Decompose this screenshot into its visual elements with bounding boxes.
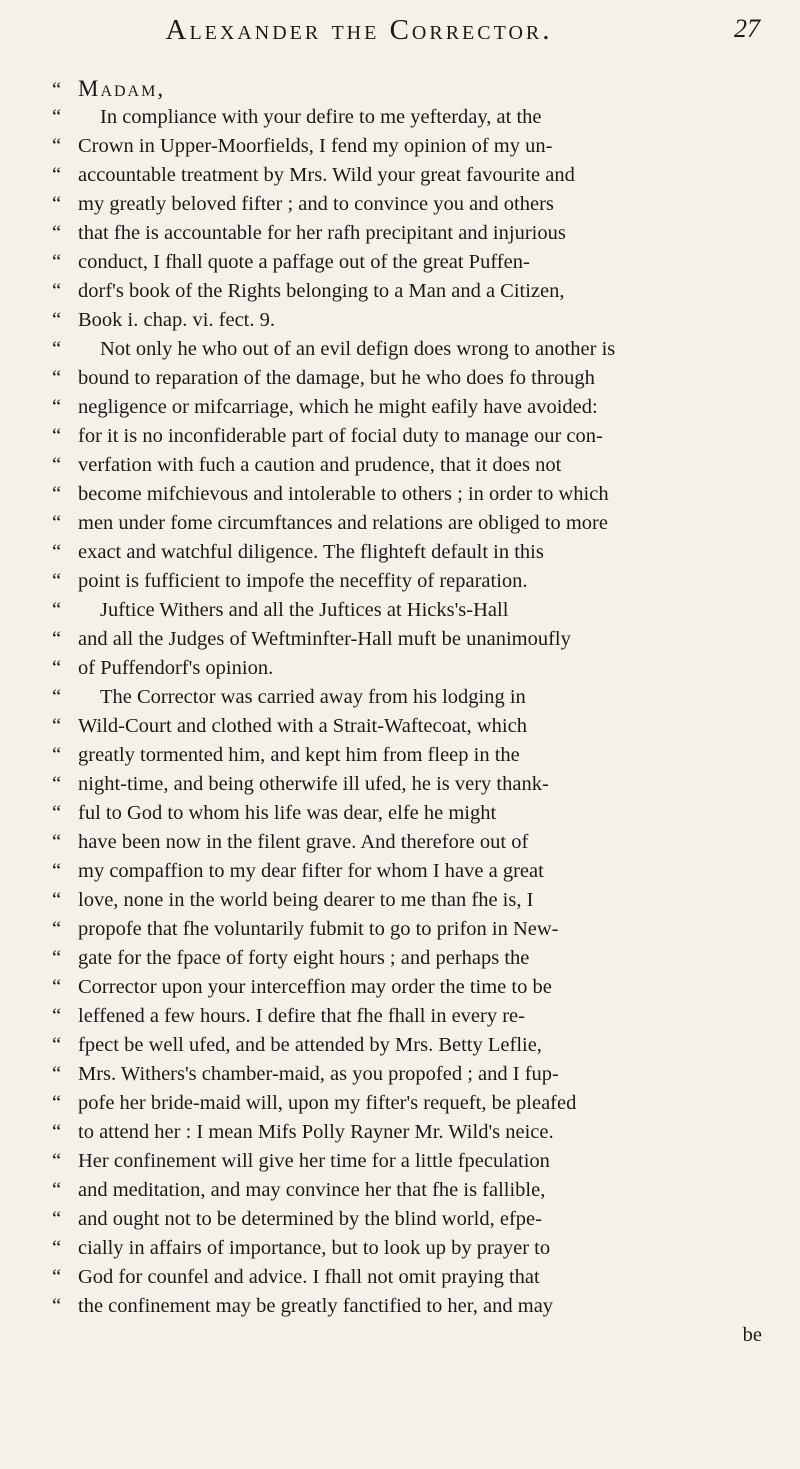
- line-text: conduct, I fhall quote a paffage out of the great Puffen-: [78, 251, 530, 273]
- text-line: [52, 944, 770, 973]
- text-line: [52, 1147, 770, 1176]
- text-line: [52, 828, 770, 857]
- text-line: [52, 1205, 770, 1234]
- catchword: be: [742, 1324, 762, 1346]
- line-text: Her confinement will give her time for a little fpeculation: [78, 1150, 550, 1172]
- line-text: my greatly beloved fifter ; and to convince you and others: [78, 193, 554, 215]
- text-line: [52, 886, 770, 915]
- text-line: [52, 480, 770, 509]
- quote-mark: “: [52, 860, 62, 882]
- quote-mark: “: [52, 657, 62, 679]
- text-line: [52, 219, 770, 248]
- line-text: verfation with fuch a caution and prudence, that it does not: [78, 454, 562, 476]
- text-line: [52, 335, 770, 364]
- quote-mark: “: [52, 135, 62, 157]
- text-line: [52, 538, 770, 567]
- line-text: of Puffendorf's opinion.: [78, 657, 274, 679]
- line-text: point is fufficient to impofe the neceffity of reparation.: [78, 570, 528, 592]
- quote-mark: “: [52, 193, 62, 215]
- line-text: The Corrector was carried away from his lodging in: [100, 686, 526, 708]
- line-text: God for counfel and advice. I fhall not omit praying that: [78, 1266, 540, 1288]
- text-line: [52, 596, 770, 625]
- quote-mark: “: [52, 1005, 62, 1027]
- running-title: Alexander the Corrector.: [165, 14, 553, 46]
- quote-mark: “: [52, 831, 62, 853]
- text-line: [52, 712, 770, 741]
- line-text: ful to God to whom his life was dear, elfe he might: [78, 802, 497, 824]
- page-number: 27: [734, 14, 760, 43]
- text-line: [52, 567, 770, 596]
- quote-mark: “: [52, 396, 62, 418]
- quote-mark: “: [52, 251, 62, 273]
- text-line: [52, 1263, 770, 1292]
- text-line: [52, 973, 770, 1002]
- letter-body: [52, 74, 770, 1350]
- quote-mark: “: [52, 1237, 62, 1259]
- quote-mark: “: [52, 599, 62, 621]
- quote-mark: “: [52, 541, 62, 563]
- text-line: [52, 132, 770, 161]
- text-line: [52, 1234, 770, 1263]
- text-line: [52, 364, 770, 393]
- line-text: for it is no inconfiderable part of focial duty to manage our con-: [78, 425, 603, 447]
- text-line: [52, 770, 770, 799]
- text-line: [52, 1002, 770, 1031]
- salutation: Madam,: [78, 76, 166, 101]
- line-text: to attend her : I mean Mifs Polly Rayner Mr. Wild's neice.: [78, 1121, 554, 1143]
- quote-mark: “: [52, 164, 62, 186]
- quote-mark: “: [52, 222, 62, 244]
- line-text: dorf's book of the Rights belonging to a Man and a Citizen,: [78, 280, 565, 302]
- quote-mark: “: [52, 918, 62, 940]
- text-line: [52, 277, 770, 306]
- line-text: my compaffion to my dear fifter for whom I have a great: [78, 860, 544, 882]
- text-line: [52, 857, 770, 886]
- quote-mark: “: [52, 79, 62, 101]
- line-text: leffened a few hours. I defire that fhe fhall in every re-: [78, 1005, 525, 1027]
- line-text: gate for the fpace of forty eight hours ; and perhaps the: [78, 947, 530, 969]
- text-line: [52, 161, 770, 190]
- page-header: [48, 14, 760, 56]
- quote-mark: “: [52, 889, 62, 911]
- quote-mark: “: [52, 1121, 62, 1143]
- quote-mark: “: [52, 1179, 62, 1201]
- line-text: pofe her bride-maid will, upon my fifter's requeft, be pleafed: [78, 1092, 577, 1114]
- text-line: [52, 625, 770, 654]
- text-line: [52, 306, 770, 335]
- text-line: [52, 451, 770, 480]
- line-text: fpect be well ufed, and be attended by Mrs. Betty Leflie,: [78, 1034, 542, 1056]
- text-line: [52, 799, 770, 828]
- quote-mark: “: [52, 425, 62, 447]
- line-text: and ought not to be determined by the blind world, efpe-: [78, 1208, 542, 1230]
- quote-mark: “: [52, 309, 62, 331]
- text-line: [52, 1292, 770, 1321]
- quote-mark: “: [52, 512, 62, 534]
- quote-mark: “: [52, 744, 62, 766]
- quote-mark: “: [52, 1295, 62, 1317]
- line-text: In compliance with your defire to me yefterday, at the: [100, 106, 542, 128]
- text-line: [52, 509, 770, 538]
- line-text: become mifchievous and intolerable to others ; in order to which: [78, 483, 609, 505]
- line-text: bound to reparation of the damage, but he who does fo through: [78, 367, 595, 389]
- text-line: [52, 654, 770, 683]
- line-text: Juftice Withers and all the Juftices at Hicks's-Hall: [100, 599, 509, 621]
- line-text: men under fome circumftances and relations are obliged to more: [78, 512, 608, 534]
- text-line: [52, 422, 770, 451]
- text-lines: [52, 103, 770, 1321]
- line-text: have been now in the filent grave. And therefore out of: [78, 831, 529, 853]
- line-text: night-time, and being otherwife ill ufed, he is very thank-: [78, 773, 549, 795]
- line-text: greatly tormented him, and kept him from fleep in the: [78, 744, 520, 766]
- quote-mark: “: [52, 773, 62, 795]
- line-text: that fhe is accountable for her rafh precipitant and injurious: [78, 222, 566, 244]
- text-line: [52, 103, 770, 132]
- quote-mark: “: [52, 483, 62, 505]
- line-text: accountable treatment by Mrs. Wild your great favourite and: [78, 164, 575, 186]
- quote-mark: “: [52, 338, 62, 360]
- quote-mark: “: [52, 628, 62, 650]
- text-line: [52, 1118, 770, 1147]
- quote-mark: “: [52, 1034, 62, 1056]
- line-text: love, none in the world being dearer to me than fhe is, I: [78, 889, 534, 911]
- line-text: Wild-Court and clothed with a Strait-Waftecoat, which: [78, 715, 527, 737]
- quote-mark: “: [52, 570, 62, 592]
- text-line: [52, 915, 770, 944]
- text-line: [52, 683, 770, 712]
- quote-mark: “: [52, 106, 62, 128]
- text-line: [52, 393, 770, 422]
- salutation-line: [52, 74, 770, 103]
- line-text: and all the Judges of Weftminfter-Hall muft be unanimoufly: [78, 628, 571, 650]
- line-text: Mrs. Withers's chamber-maid, as you propofed ; and I fup-: [78, 1063, 559, 1085]
- line-text: exact and watchful diligence. The flighteft default in this: [78, 541, 544, 563]
- text-line: [52, 1031, 770, 1060]
- text-line: [52, 1176, 770, 1205]
- line-text: and meditation, and may convince her that fhe is fallible,: [78, 1179, 546, 1201]
- text-line: [52, 1089, 770, 1118]
- line-text: Corrector upon your interceffion may order the time to be: [78, 976, 552, 998]
- line-text: propofe that fhe voluntarily fubmit to go to prifon in New-: [78, 918, 559, 940]
- quote-mark: “: [52, 715, 62, 737]
- line-text: Book i. chap. vi. fect. 9.: [78, 309, 275, 331]
- line-text: cially in affairs of importance, but to look up by prayer to: [78, 1237, 551, 1259]
- quote-mark: “: [52, 976, 62, 998]
- quote-mark: “: [52, 454, 62, 476]
- quote-mark: “: [52, 1208, 62, 1230]
- quote-mark: “: [52, 1266, 62, 1288]
- line-text: Not only he who out of an evil defign does wrong to another is: [100, 338, 616, 360]
- quote-mark: “: [52, 1150, 62, 1172]
- quote-mark: “: [52, 280, 62, 302]
- text-line: [52, 1060, 770, 1089]
- quote-mark: “: [52, 1063, 62, 1085]
- text-line: [52, 190, 770, 219]
- quote-mark: “: [52, 686, 62, 708]
- text-line: [52, 741, 770, 770]
- quote-mark: “: [52, 947, 62, 969]
- line-text: Crown in Upper-Moorfields, I fend my opinion of my un-: [78, 135, 553, 157]
- text-line: [52, 248, 770, 277]
- line-text: negligence or mifcarriage, which he might eafily have avoided:: [78, 396, 598, 418]
- quote-mark: “: [52, 802, 62, 824]
- quote-mark: “: [52, 1092, 62, 1114]
- quote-mark: “: [52, 367, 62, 389]
- line-text: the confinement may be greatly fanctified to her, and may: [78, 1295, 554, 1317]
